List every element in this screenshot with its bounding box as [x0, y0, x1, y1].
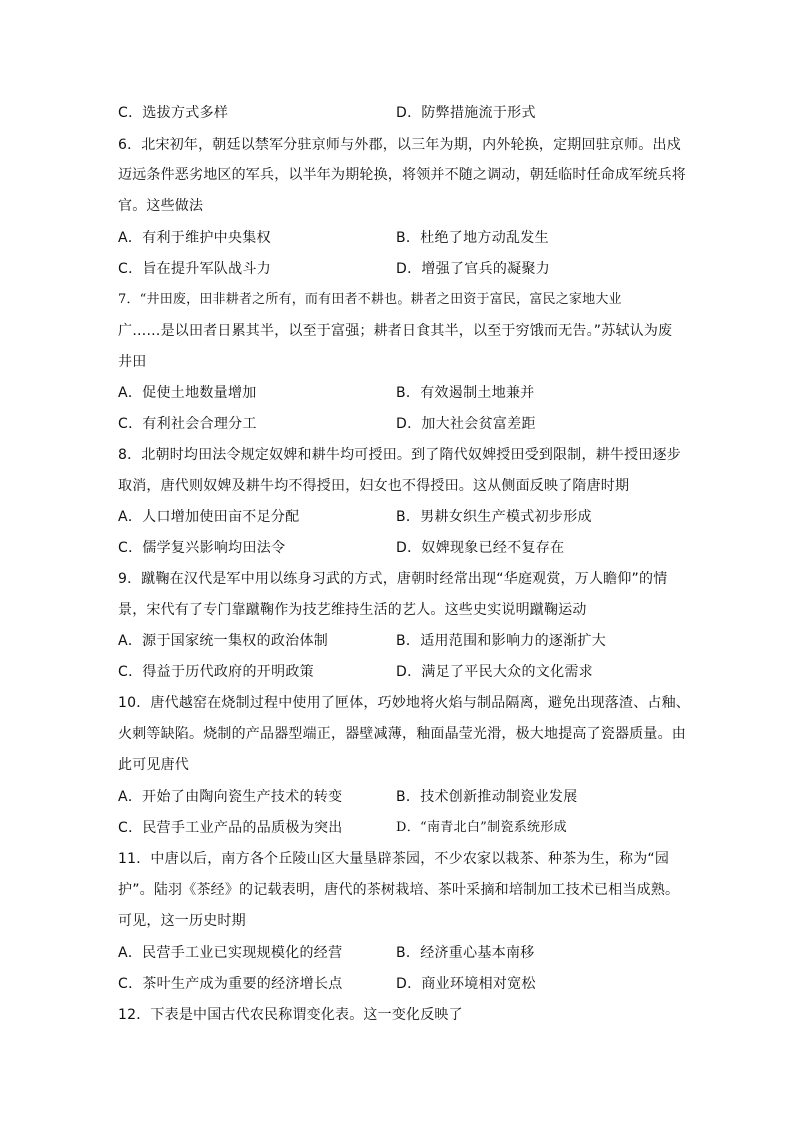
- q11-option-b: B．经济重心基本南移: [396, 945, 535, 961]
- q7-stem-line-2: 广……是以田者日累其半，以至于富强；耕者日食其半，以至于穷饿而无告。”苏轼认为废: [118, 323, 673, 339]
- q5-option-c: C．选拔方式多样: [118, 105, 229, 121]
- q8-stem-line-1: 8．北朝时均田法令规定奴婢和耕牛均可授田。到了隋代奴婢授田受到限制，耕牛授田逐步: [118, 447, 681, 463]
- q8-option-a: A．人口增加使田亩不足分配: [118, 509, 300, 525]
- q8-option-d: D．奴婢现象已经不复存在: [396, 540, 565, 556]
- q8-option-c: C．儒学复兴影响均田法令: [118, 540, 286, 556]
- q6-stem-line-1: 6．北宋初年，朝廷以禁军分驻京师与外郡，以三年为期，内外轮换，定期回驻京师。出戍: [118, 137, 681, 153]
- q6-option-b: B．杜绝了地方动乱发生: [396, 230, 549, 246]
- q6-option-c: C．旨在提升军队战斗力: [118, 261, 272, 277]
- q7-option-d: D．加大社会贫富差距: [396, 416, 536, 432]
- q12-stem-line-1: 12．下表是中国古代农民称谓变化表。这一变化反映了: [118, 1007, 463, 1023]
- q9-option-a: A．源于国家统一集权的政治体制: [118, 633, 329, 649]
- q10-option-b: B．技术创新推动制瓷业发展: [396, 789, 578, 805]
- q10-option-d: D．“南青北白”制瓷系统形成: [396, 820, 567, 835]
- q10-stem-line-1: 10．唐代越窑在烧制过程中使用了匣体，巧妙地将火焰与制品隔离，避免出现落渣、占釉、: [118, 695, 691, 711]
- q5-option-d: D．防弊措施流于形式: [396, 105, 536, 121]
- q7-stem-line-1: 7．“井田废，田非耕者之所有，而有田者不耕也。耕者之田资于富民，富民之家地大业: [118, 292, 622, 307]
- q6-option-a: A．有利于维护中央集权: [118, 230, 271, 246]
- q11-option-d: D．商业环境相对宽松: [396, 976, 536, 992]
- q11-option-a: A．民营手工业已实现规模化的经营: [118, 945, 343, 961]
- q11-stem-line-1: 11．中唐以后，南方各个丘陵山区大量垦辟茶园，不少农家以栽茶、种茶为生，称为“园: [118, 851, 670, 867]
- q7-stem-line-3: 井田: [118, 354, 147, 370]
- q8-stem-line-2: 取消，唐代则奴婢及耕牛均不得授田，妇女也不得授田。这从侧面反映了隋唐时期: [118, 478, 630, 494]
- q6-stem-line-3: 官。这些做法: [118, 198, 204, 214]
- q7-option-c: C．有利社会合理分工: [118, 416, 257, 432]
- q9-stem-line-1: 9．蹴鞠在汉代是军中用以练身习武的方式，唐朝时经常出现“华庭观赏，万人瞻仰”的情: [118, 571, 668, 587]
- q7-option-a: A．促使土地数量增加: [118, 385, 257, 401]
- q9-option-b: B．适用范围和影响力的逐渐扩大: [396, 633, 607, 649]
- q6-stem-line-2: 迈远条件恶劣地区的军兵，以半年为期轮换，将领并不随之调动，朝廷临时任命成军统兵将: [118, 167, 686, 183]
- q11-stem-line-2: 护”。陆羽《茶经》的记载表明，唐代的茶树栽培、茶叶采摘和培制加工技术已相当成熟。: [118, 882, 680, 898]
- q10-option-a: A．开始了由陶向瓷生产技术的转变: [118, 789, 343, 805]
- q9-option-c: C．得益于历代政府的开明政策: [118, 664, 314, 680]
- q10-stem-line-3: 此可见唐代: [118, 757, 189, 773]
- q10-option-c: C．民营手工业产品的品质极为突出: [118, 820, 343, 836]
- q6-option-d: D．增强了官兵的凝聚力: [396, 261, 551, 277]
- q8-option-b: B．男耕女织生产模式初步形成: [396, 509, 592, 525]
- q11-option-c: C．茶叶生产成为重要的经济增长点: [118, 976, 343, 992]
- q9-option-d: D．满足了平民大众的文化需求: [396, 664, 593, 680]
- q7-option-b: B．有效遏制土地兼并: [396, 385, 535, 401]
- q10-stem-line-2: 火刺等缺陷。烧制的产品器型端正，器壁减薄，釉面晶莹光滑，极大地提高了瓷器质量。由: [118, 726, 686, 742]
- q11-stem-line-3: 可见，这一历史时期: [118, 913, 246, 929]
- q9-stem-line-2: 景，宋代有了专门靠蹴鞠作为技艺维持生活的艺人。这些史实说明蹴鞠运动: [118, 602, 587, 618]
